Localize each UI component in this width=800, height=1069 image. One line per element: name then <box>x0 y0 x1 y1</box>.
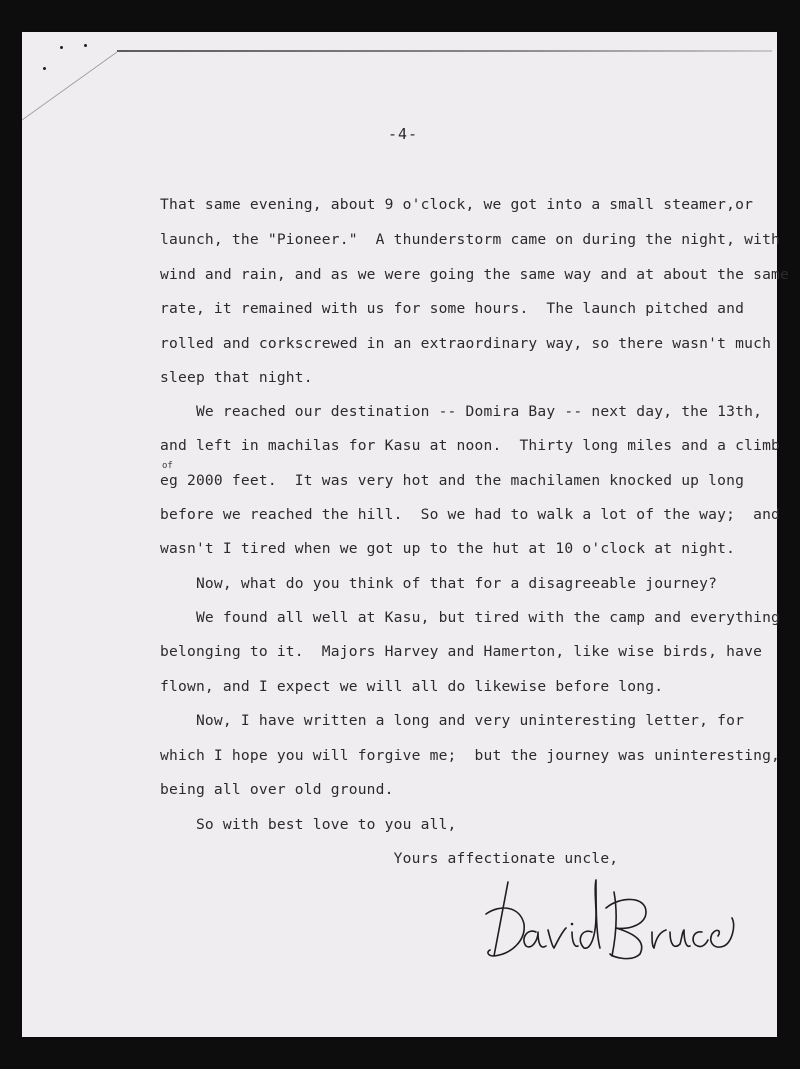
corner-fold-mark <box>22 32 122 122</box>
text-line: which I hope you will forgive me; but the journey was uninteresting, <box>160 747 781 764</box>
text-line: Yours affectionate uncle, <box>160 850 619 867</box>
text-line: flown, and I expect we will all do likewise before long. <box>160 678 664 695</box>
text-line: We found all well at Kasu, but tired with the camp and everything <box>160 609 781 626</box>
text-line: So with best love to you all, <box>160 816 457 833</box>
text-line: being all over old ground. <box>160 781 394 798</box>
ink-dot <box>84 44 87 47</box>
page-number: -4- <box>388 125 419 143</box>
handwritten-signature <box>480 874 735 964</box>
text-line: eg 2000 feet. It was very hot and the machilamen knocked up long <box>160 472 745 489</box>
text-line: wind and rain, and as we were going the same way and at about the same <box>160 266 790 283</box>
top-rule <box>117 50 772 52</box>
handwritten-insert: of <box>162 461 173 471</box>
text-line: Now, I have written a long and very uninteresting letter, for <box>160 712 745 729</box>
text-line: belonging to it. Majors Harvey and Hamerton, like wise birds, have <box>160 643 763 660</box>
text-line: wasn't I tired when we got up to the hut at 10 o'clock at night. <box>160 540 736 557</box>
text-line: before we reached the hill. So we had to walk a lot of the way; and <box>160 506 781 523</box>
text-line: rolled and corkscrewed in an extraordinary way, so there wasn't much <box>160 335 772 352</box>
text-line: Now, what do you think of that for a disagreeable journey? <box>160 575 718 592</box>
text-line: That same evening, about 9 o'clock, we got into a small steamer,or <box>160 196 754 213</box>
text-line: and left in machilas for Kasu at noon. Thirty long miles and a climb <box>160 437 781 454</box>
text-line: rate, it remained with us for some hours. The launch pitched and <box>160 300 745 317</box>
ink-dot <box>60 46 63 49</box>
text-line: launch, the "Pioneer." A thunderstorm came on during the night, with <box>160 231 781 248</box>
letter-page <box>22 32 790 1037</box>
text-line: sleep that night. <box>160 369 313 386</box>
ink-dot <box>43 67 46 70</box>
text-line: We reached our destination -- Domira Bay -- next day, the 13th, <box>160 403 763 420</box>
